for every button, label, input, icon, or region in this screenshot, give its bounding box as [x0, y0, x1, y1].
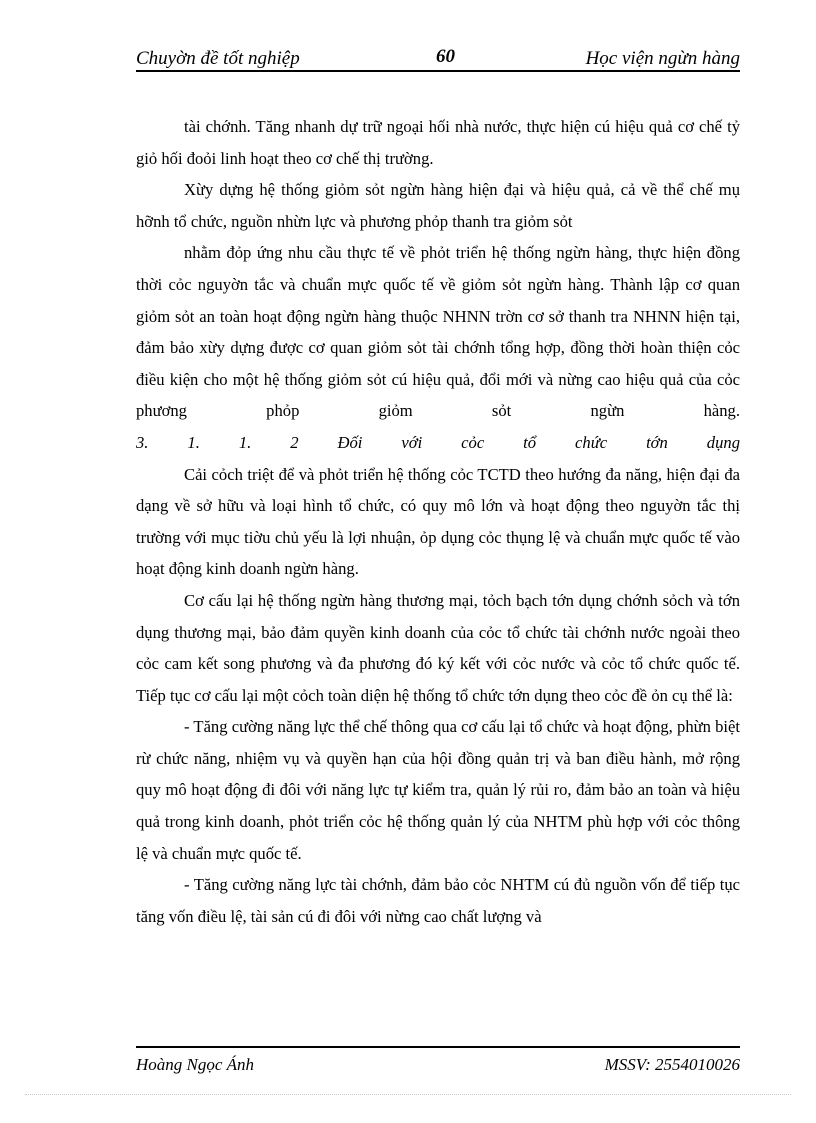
- body-paragraph: - Tăng cường năng lực tài chớnh, đảm bảo cỏc NHTM cú đủ nguồn vốn để tiếp tục tăng vốn điều lệ, tài sản cú đi đôi với nừng cao chất lượng và: [136, 875, 740, 926]
- body-paragraph: tài chớnh. Tăng nhanh dự trữ ngoại hối nhà nước, thực hiện cú hiệu quả cơ chế tỷ giỏ hối đoỏi linh hoạt theo cơ chế thị trường.: [136, 117, 740, 168]
- page-number: 60: [436, 46, 455, 67]
- page-body: [136, 111, 740, 932]
- body-paragraph: Cải cỏch triệt để và phỏt triển hệ thống cỏc TCTD theo hướng đa năng, hiện đại đa dạng về sở hữu và loại hình tổ chức, có quy mô lớn và hoạt động theo nguyờn tắc thị trường với mục tiờu chủ yếu là lợi nhuận, ỏp dụng cỏc thụng lệ và chuẩn mực quốc tế vào hoạt động kinh doanh ngừn hàng.: [136, 464, 740, 579]
- body-paragraph: Xừy dựng hệ thống giỏm sỏt ngừn hàng hiện đại và hiệu quả, cả về thể chế mụ hỡnh tổ chức, nguồn nhừn lực và phương phỏp thanh tra giỏm sỏt: [136, 180, 740, 231]
- body-paragraph: - Tăng cường năng lực thể chế thông qua cơ cấu lại tổ chức và hoạt động, phừn biệt rừ chức năng, nhiệm vụ và quyền hạn của hội đồng quản trị và ban điều hành, mở rộng quy mô hoạt động đi đôi với năng lực tự kiểm tra, quản lý rủi ro, đảm bảo an toàn và hiệu quả trong kinh doanh, phỏt triển cỏc hệ thống quản lý của NHTM phù hợp với cỏc thông lệ và chuẩn mực quốc tế.: [136, 717, 740, 863]
- section-heading: 3. 1. 1. 2 Đối với cỏc tổ chức tớn dụng: [136, 432, 740, 452]
- page-header: [136, 44, 740, 72]
- page-footer: [136, 1046, 740, 1078]
- body-paragraph: Cơ cấu lại hệ thống ngừn hàng thương mại, tỏch bạch tớn dụng chớnh sỏch và tớn dụng thương mại, bảo đảm quyền kinh doanh của cỏc tổ chức tài chớnh nước ngoài theo cỏc cam kết song phương và đa phương đó ký kết với cỏc nước và cỏc tổ chức quốc tế. Tiếp tục cơ cấu lại một cỏch toàn diện hệ thống tổ chức tớn dụng theo cỏc đề ỏn cụ thể là:: [136, 590, 740, 705]
- body-paragraph: nhằm đỏp ứng nhu cầu thực tế về phỏt triển hệ thống ngừn hàng, thực hiện đồng thời cỏc nguyờn tắc và chuẩn mực quốc tế về giỏm sỏt ngừn hàng. Thành lập cơ quan giỏm sỏt an toàn hoạt động ngừn hàng thuộc NHNN trờn cơ sở thanh tra NHNN hiện tại, đảm bảo xừy dựng được cơ quan giỏm sỏt tài chớnh tổng hợp, đồng thời hoàn thiện cỏc điều kiện cho một hệ thống giỏm sỏt cú hiệu quả, đổi mới và nừng cao hiệu quả của cỏc phương phỏp giỏm sỏt ngừn hàng.: [136, 243, 740, 421]
- header-document-type: Chuyờn đề tốt nghiệp: [136, 48, 300, 69]
- footer-author: Hoàng Ngọc Ánh: [136, 1055, 255, 1074]
- footer-student-id: MSSV: 2554010026: [604, 1055, 740, 1074]
- page-bottom-divider: [25, 1094, 791, 1095]
- header-institution: Học viện ngừn hàng: [585, 48, 740, 69]
